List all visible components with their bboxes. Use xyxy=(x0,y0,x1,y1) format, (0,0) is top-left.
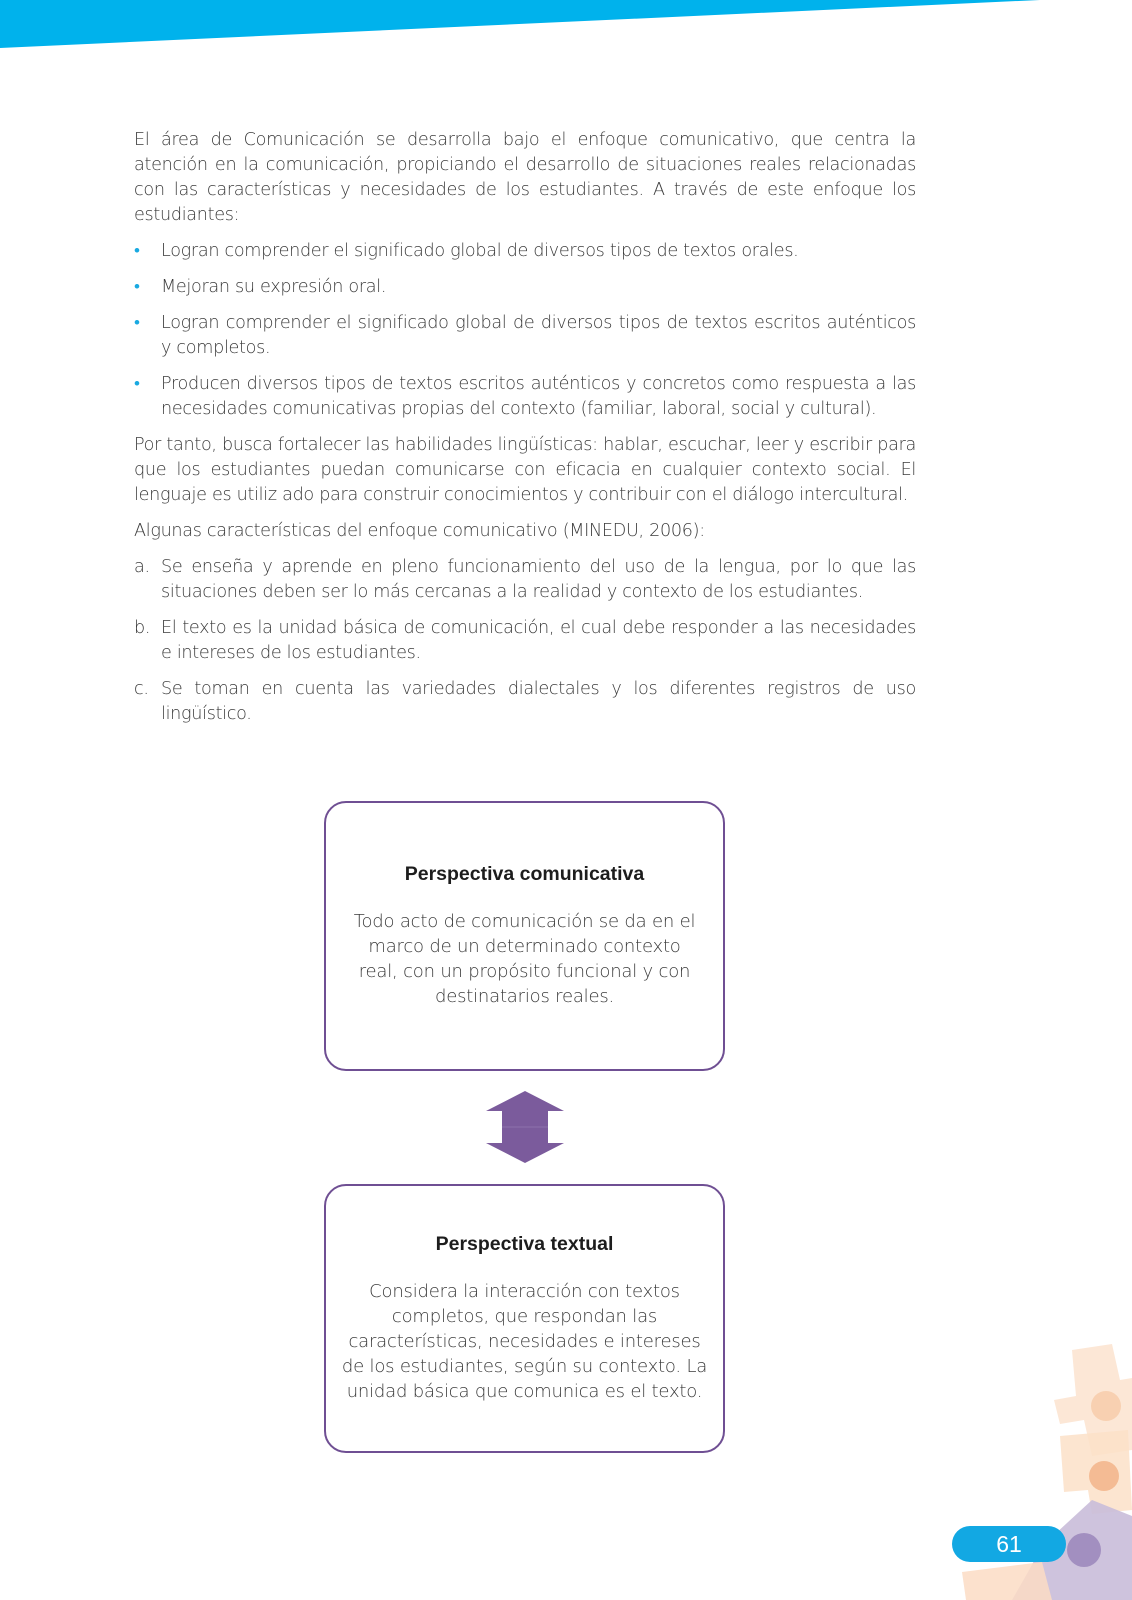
lettered-item xyxy=(134,616,916,666)
box-text: Todo acto de comunicación se da en el marco de un determinado contexto real, con un propósito funcional y con destinatarios reales. xyxy=(353,911,696,1007)
bullet-icon: • xyxy=(134,313,140,333)
paragraph-2: Por tanto, busca fortalecer las habilidades lingüísticas: hablar, escuchar, leer y escribir para que los estudiantes puedan comunicarse con eficacia en cualquier contexto social. El lenguaje es utiliz ado para construir conocimientos y contribuir con el diálogo intercultural. xyxy=(134,435,916,505)
lettered-list xyxy=(134,555,916,727)
item-letter: c. xyxy=(134,679,149,699)
page-number: 61 xyxy=(952,1526,1066,1562)
perspectiva-textual-box xyxy=(324,1184,725,1453)
top-banner xyxy=(0,0,1132,60)
list-item xyxy=(134,275,916,300)
list-item xyxy=(134,311,916,361)
body-text xyxy=(134,128,916,738)
perspectiva-comunicativa-box xyxy=(324,801,725,1071)
list-item xyxy=(134,239,916,264)
paragraph-3: Algunas características del enfoque comunicativo (MINEDU, 2006): xyxy=(134,521,705,541)
lettered-item xyxy=(134,677,916,727)
lettered-item xyxy=(134,555,916,605)
box-text: Considera la interacción con textos completos, que respondan las características, necesidades e intereses de los estudiantes, según su contexto. La unidad básica que comunica es el texto. xyxy=(341,1281,708,1402)
bullet-icon: • xyxy=(134,277,140,297)
box-title: Perspectiva textual xyxy=(435,1233,614,1255)
lettered-item-text: El texto es la unidad básica de comunicación, el cual debe responder a las necesidades e intereses de los estudiantes. xyxy=(161,618,916,663)
bullet-list xyxy=(134,239,916,422)
list-item-text: Producen diversos tipos de textos escritos auténticos y concretos como respuesta a las necesidades comunicativas propias del contexto (familiar, laboral, social y cultural). xyxy=(161,374,916,419)
bullet-icon: • xyxy=(134,241,140,261)
double-arrow-vertical-icon xyxy=(484,1089,566,1165)
list-item-text: Logran comprender el significado global de diversos tipos de textos escritos auténticos y completos. xyxy=(161,313,916,358)
intro-paragraph: El área de Comunicación se desarrolla bajo el enfoque comunicativo, que centra la atención en la comunicación, propiciando el desarrollo de situaciones reales relacionadas con las características y necesidades de los estudiantes. A través de este enfoque los estudiantes: xyxy=(134,130,916,225)
lettered-item-text: Se toman en cuenta las variedades dialectales y los diferentes registros de uso lingüístico. xyxy=(161,679,916,724)
item-letter: b. xyxy=(134,618,151,638)
lettered-item-text: Se enseña y aprende en pleno funcionamiento del uso de la lengua, por lo que las situaciones deben ser lo más cercanas a la realidad y contexto de los estudiantes. xyxy=(161,557,916,602)
item-letter: a. xyxy=(134,557,150,577)
list-item xyxy=(134,372,916,422)
list-item-text: Logran comprender el significado global de diversos tipos de textos orales. xyxy=(161,241,799,261)
list-item-text: Mejoran su expresión oral. xyxy=(161,277,387,297)
bullet-icon: • xyxy=(134,374,140,394)
box-title: Perspectiva comunicativa xyxy=(404,863,645,885)
